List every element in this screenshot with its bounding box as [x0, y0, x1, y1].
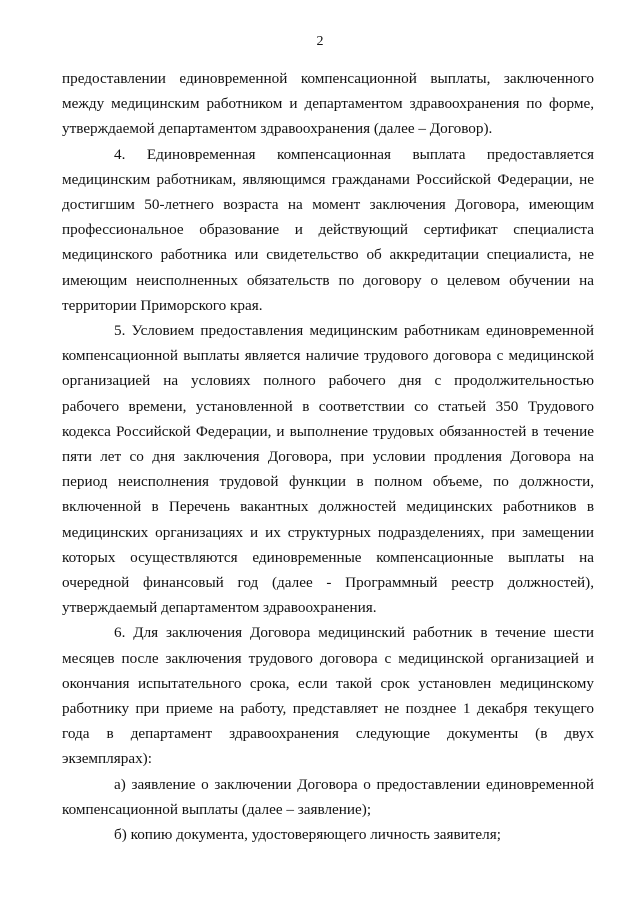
text-line: профессиональное образование и действующий сертификат специалиста	[62, 221, 594, 239]
text-line: 6. Для заключения Договора медицинский работник в течение шести	[114, 624, 594, 642]
page-number: 2	[316, 34, 324, 49]
text-line: 4. Единовременная компенсационная выплата предоставляется	[114, 145, 594, 163]
text-line: утверждаемый департаментом здравоохранения.	[62, 599, 377, 617]
paragraph-subitem-a	[62, 772, 594, 822]
text-line: медицинским работникам, являющимся гражданами Российской Федерации, не	[62, 170, 594, 188]
text-line: период неисполнения трудовой функции в полном объеме, по должности,	[62, 473, 594, 491]
text-line: предоставлении единовременной компенсационной выплаты, заключенного	[62, 70, 594, 87]
text-line: работнику при приеме на работу, представляет не позднее 1 декабря текущего	[62, 700, 594, 718]
text-line: организацией на условиях полного рабочего дня с продолжительностью	[62, 372, 594, 390]
text-line: а) заявление о заключении Договора о предоставлении единовременной	[114, 775, 594, 793]
paragraph-subitem-b	[62, 822, 594, 847]
text-line: рабочего времени, установленной в соответствии со статьей 350 Трудового	[62, 397, 594, 415]
text-line: 5. Условием предоставления медицинским работникам единовременной	[114, 322, 594, 340]
text-line: компенсационной выплаты (далее – заявление);	[62, 800, 372, 818]
text-line: месяцев после заключения трудового договора с медицинской организацией и	[62, 649, 594, 667]
paragraph-continuation	[62, 66, 594, 142]
text-line: б) копию документа, удостоверяющего личность заявителя;	[114, 826, 501, 844]
paragraph-6	[62, 620, 594, 771]
text-line: окончания испытательного срока, если такой срок установлен медицинскому	[62, 674, 594, 692]
text-line: включенной в Перечень вакантных должностей медицинских работников в	[62, 498, 594, 516]
text-line: экземплярах):	[62, 750, 152, 768]
text-line: имеющим неисполненных обязательств по договору о целевом обучении на	[62, 271, 594, 289]
text-line: между медицинским работником и департаментом здравоохранения по форме,	[62, 95, 594, 113]
text-line: достигшим 50-летнего возраста на момент заключения Договора, имеющим	[62, 196, 594, 214]
text-line: очередной финансовый год (далее - Программный реестр должностей),	[62, 574, 594, 592]
text-line: компенсационной выплаты является наличие трудового договора с медицинской	[62, 347, 594, 365]
text-line: пяти лет со дня заключения Договора, при условии продления Договора на	[62, 448, 594, 466]
paragraph-4	[62, 142, 594, 318]
document-body	[62, 66, 594, 847]
text-line: года в департамент здравоохранения следующие документы (в двух	[62, 725, 594, 743]
text-line: утверждаемой департаментом здравоохранения (далее – Договор).	[62, 120, 493, 138]
text-line: территории Приморского края.	[62, 296, 263, 314]
text-line: медицинского работника или свидетельство об аккредитации специалиста, не	[62, 246, 594, 264]
text-line: кодекса Российской Федерации, и выполнение трудовых обязанностей в течение	[62, 422, 594, 440]
text-line: которых осуществляются единовременные компенсационные выплаты на	[62, 548, 594, 566]
paragraph-5	[62, 318, 594, 620]
text-line: медицинских организациях и их структурных подразделениях, при замещении	[62, 523, 594, 541]
